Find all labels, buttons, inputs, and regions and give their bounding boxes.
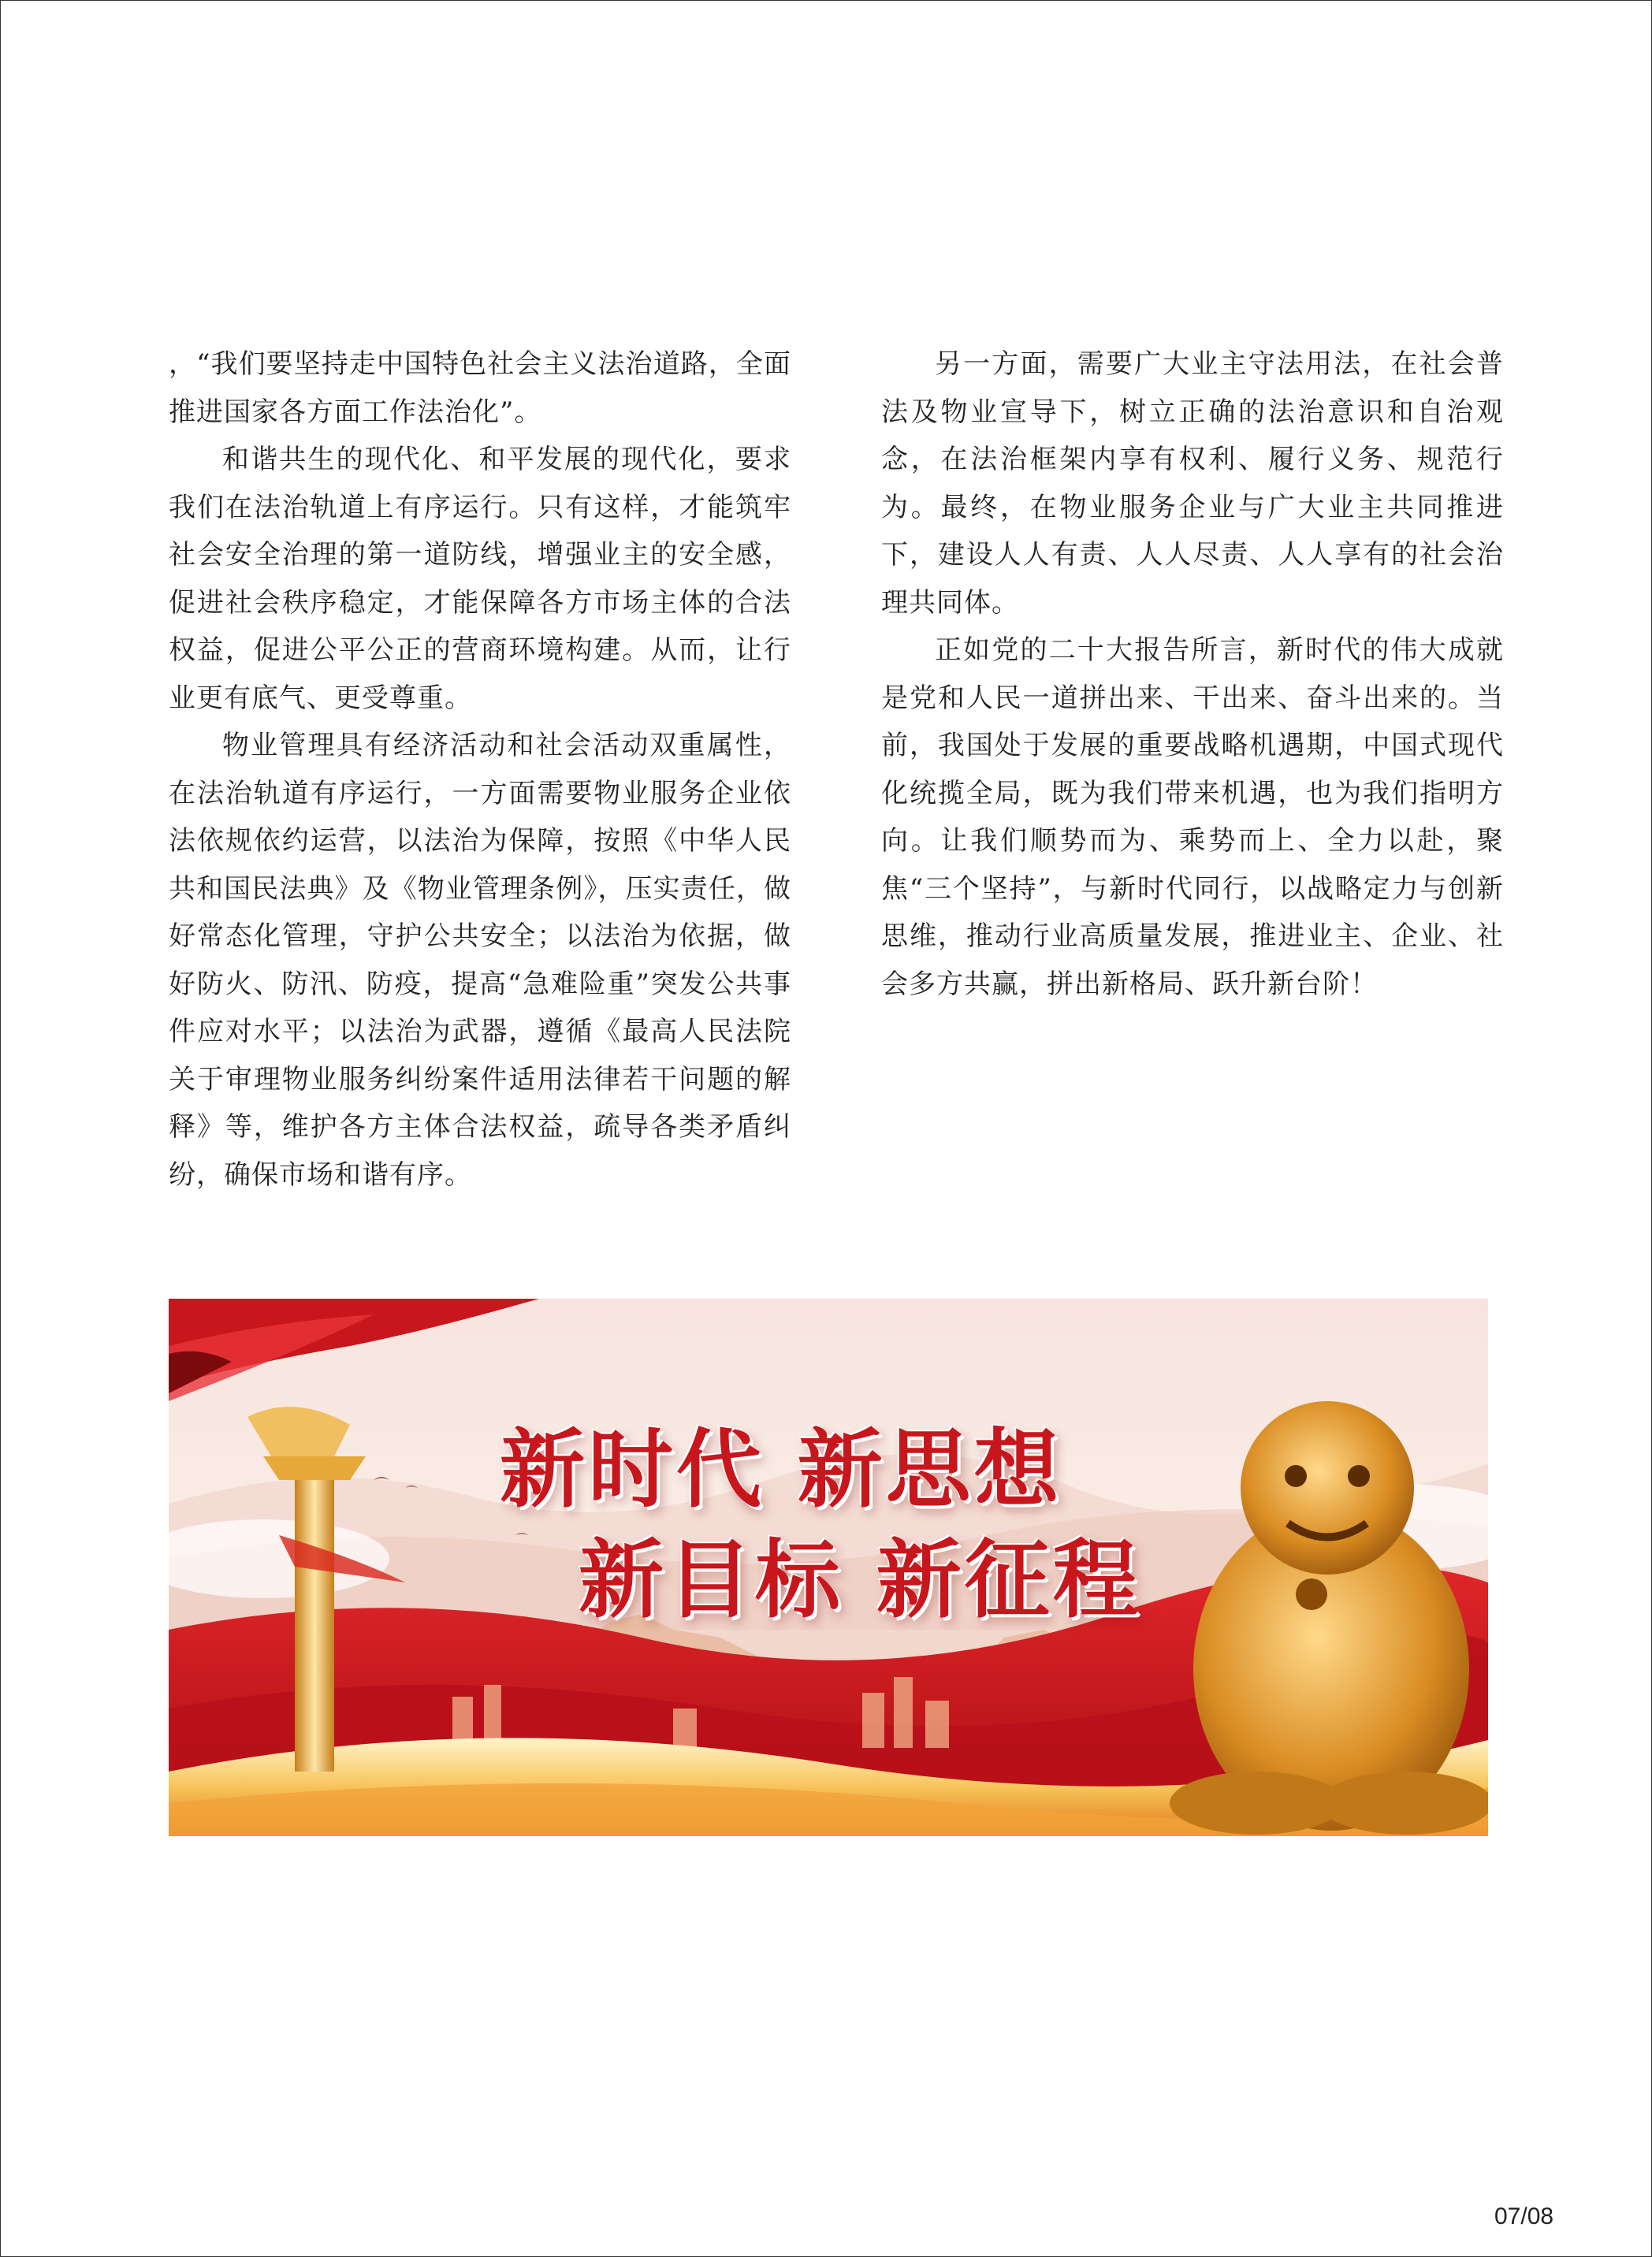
left-text-column [169, 340, 791, 1199]
paragraph: 和谐共生的现代化、和平发展的现代化，要求我们在法治轨道上有序运行。只有这样，才能筑牢社会安全治理的第一道防线，增强业主的安全感，促进社会秩序稳定，才能保障各方市场主体的合法权益，促进公平公正的营商环境构建。从而，让行业更有底气、更受尊重。 [169, 444, 791, 714]
paragraph: ，“我们要坚持走中国特色社会主义法治道路，全面推进国家各方面工作法治化”。 [169, 348, 791, 428]
right-text-column [881, 340, 1504, 1008]
page-number: 07/08 [1494, 2203, 1554, 2229]
banner-slogan-line-1: 新时代 新思想 [500, 1421, 1062, 1519]
paragraph: 物业管理具有经济活动和社会活动双重属性，在法治轨道有序运行，一方面需要物业服务企业依法依规依约运营，以法治为保障，按照《中华人民共和国民法典》及《物业管理条例》，压实责任，做好常态化管理，守护公共安全；以法治为依据，做好防火、防汛、防疫，提高“急难险重”突发公共事件应对水平；以法治为武器，遵循《最高人民法院关于审理物业服务纠纷案件适用法律若干问题的解释》等，维护各方主体合法权益，疏导各类矛盾纠纷，确保市场和谐有序。 [169, 730, 791, 1191]
paragraph: 正如党的二十大报告所言，新时代的伟大成就是党和人民一道拼出来、干出来、奋斗出来的。当前，我国处于发展的重要战略机遇期，中国式现代化统揽全局，既为我们带来机遇，也为我们指明方向。让我们顺势而为、乘势而上、全力以赴，聚焦“三个坚持”，与新时代同行，以战略定力与创新思维，推动行业高质量发展，推进业主、企业、社会多方共赢，拼出新格局、跃升新台阶！ [881, 634, 1504, 1000]
paragraph: 另一方面，需要广大业主守法用法，在社会普法及物业宣导下，树立正确的法治意识和自治观念，在法治框架内享有权利、履行义务、规范行为。最终，在物业服务企业与广大业主共同推进下，建设人人有责、人人尽责、人人享有的社会治理共同体。 [881, 348, 1504, 619]
banner-slogan-line-2: 新目标 新征程 [579, 1531, 1141, 1630]
banner-image [169, 1299, 1488, 1836]
